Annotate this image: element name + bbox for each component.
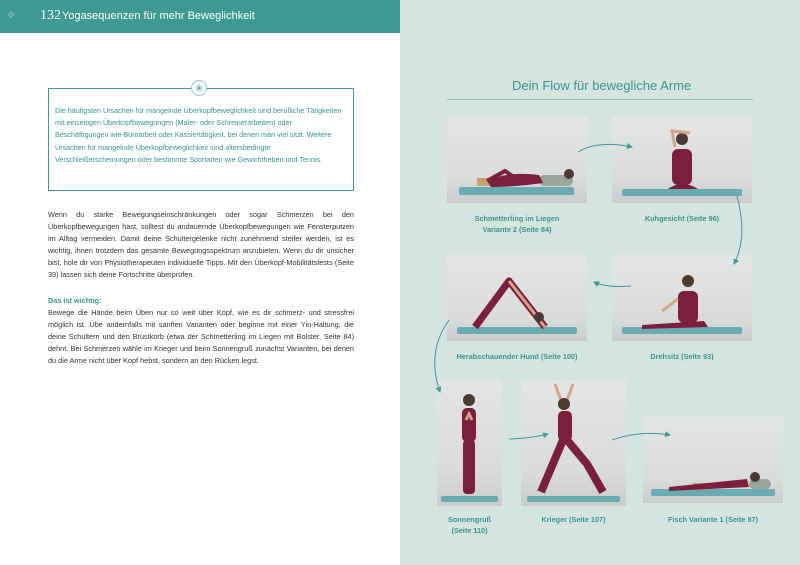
caption-line: Schmetterling im Liegen	[474, 214, 560, 223]
info-box-text: Die häufigsten Ursachen für mangelnde Überkopfbeweglichkeit sind berufliche Tätigkeiten mit einseitigen Überkopfbewegungen (Maler- oder Schreinerarbeiten) oder Beschäftigungen wie Büroarbeit oder Kassiertätigkeit, bei denen man viel sitzt. Weitere Ursachen für mangelnde Überkopfbeweglichkeit sind altersbedingte Verschleißerscheinungen oder bestimmte Sportarten wie Gewichtheben und Tennis.	[55, 106, 342, 164]
arrow-icon	[578, 144, 632, 152]
caption-line: Herabschauender Hund (Seite 100)	[456, 352, 578, 361]
chapter-title: Yogasequenzen für mehr Beweglichkeit	[62, 10, 255, 22]
caption-line: Krieger (Seite 107)	[541, 515, 606, 524]
arrow-icon	[594, 282, 631, 287]
arrow-icon	[435, 320, 449, 392]
arrow-icon	[612, 433, 670, 440]
arrow-icon	[509, 434, 548, 439]
arrow-icon	[734, 196, 742, 264]
important-heading: Das ist wichtig:	[48, 296, 102, 305]
caption-line: Fisch Variante 1 (Seite 87)	[667, 515, 759, 524]
important-paragraph: Bewege die Hände beim Üben nur so weit über Kopf, wie es dir schmerz- und stressfrei möglich ist. Übe andernfalls mit sanften Varianten oder beginne mit einer Yin-Haltung, die deine Schultern und den Brustkorb (etwa der Schmetterling im Liegen mit Bolster, Seite 84) dehnt. Bei Schmerzen wähle im Krieger und beim Sonnengruß zunächst Varianten, bei denen du die Arme nicht über Kopf hebst, sondern an den Rücken legst.	[48, 308, 354, 366]
caption-line: (Seite 110)	[451, 526, 488, 535]
flow-title: Dein Flow für bewegliche Arme	[512, 78, 692, 93]
caption-line: Kuhgesicht (Seite 96)	[644, 214, 720, 223]
page-number: 132	[40, 8, 61, 23]
corner-ornament-icon: ✧	[6, 8, 17, 22]
caption-line: Sonnengruß	[448, 515, 491, 524]
flower-icon: ❀	[191, 80, 207, 96]
body-paragraph: Wenn du starke Bewegungseinschränkungen oder sogar Schmerzen bei den Überkopfbewegungen hast, solltest du andauernde Überkopfbewegungen wie Fensterputzen im Alltag vermeiden. Damit deine Schultergelenke nicht zunehmend steifer werden, ist es wichtig, ihnen trotzdem das gesamte Bewegungsspektrum anzubieten. Wenn du dir unsicher bist, hole dir von Physiotherapeuten individuelle Tipps. Mit den Überkopf-Mobilitätstests (Seite 39) lassen sich deine Fortschritte überprüfen.	[48, 210, 354, 280]
caption-line: Drehsitz (Seite 93)	[650, 352, 714, 361]
caption-line: Variante 2 (Seite 84)	[482, 225, 552, 234]
